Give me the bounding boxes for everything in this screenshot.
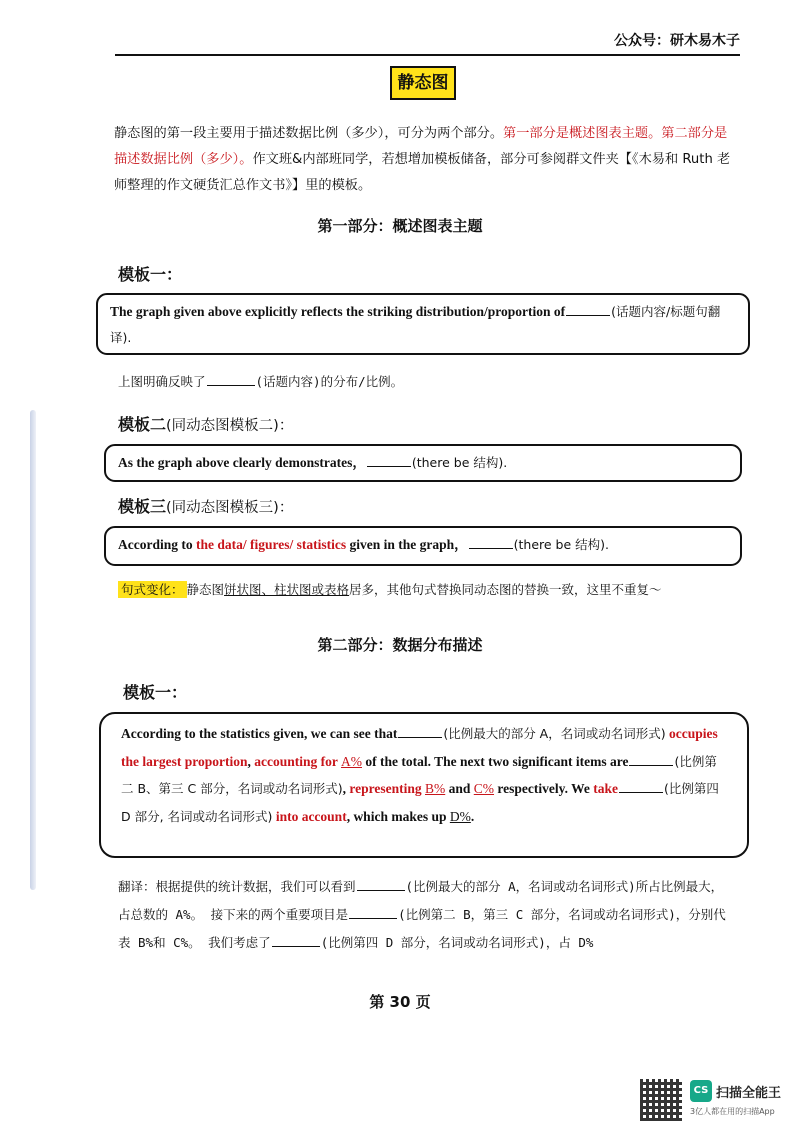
intro-paragraph: [114, 121, 734, 199]
t1-blank: [566, 301, 610, 316]
t2-label: 模板二: [118, 415, 167, 434]
p2-s3: occupies the largest proportion: [121, 726, 718, 769]
p2-blank-3: [619, 778, 663, 793]
t1-trans-b: (话题内容)的分布/比例。: [255, 374, 404, 389]
t2-text-a: As the graph above clearly demonstrates，: [118, 455, 366, 470]
p2-s10: representing: [349, 781, 422, 796]
p2-s11: B%: [424, 781, 446, 796]
t3-text-a: According to: [118, 537, 196, 552]
part1-template3-label: [118, 494, 293, 517]
variation-text-b: 居多，其他句式替换同动态图的替换一致，这里不重复～: [349, 582, 662, 597]
p2-s14: respectively. We: [494, 781, 594, 796]
t2-text-b: (there be 结构).: [411, 455, 508, 470]
p2-trans-d: (比例第四 D 部分，名词或动名词形式)，占 D%: [320, 935, 594, 950]
t1-text-b: (话题内容/标题句翻译).: [110, 304, 721, 345]
part2-template1-translation: [118, 873, 728, 957]
part1-template1-translation: [118, 368, 403, 396]
p2-s19: D%: [449, 808, 471, 824]
header-account: 公众号：研木易木子: [614, 33, 740, 49]
intro-text-red: 第一部分是概述图表主题。第二部分是描述数据比例（多少）。: [114, 126, 728, 167]
p2-s7: of the total. The next two significant items are: [362, 753, 629, 769]
t3-label: 模板三: [118, 497, 167, 516]
p2-s5: accounting for: [254, 753, 338, 769]
variation-text-a: 静态图: [186, 582, 225, 597]
variation-label: 句式变化：: [118, 581, 187, 598]
p2-trans-blank-2: [349, 904, 397, 919]
p2-trans-a: 翻译：根据提供的统计数据，我们可以看到: [118, 879, 356, 894]
t3-blank: [469, 534, 513, 549]
part1-template2-box: [104, 444, 742, 482]
p2-trans-c: (比例第二 B，第三 C 部分，名词或动名词形式)，分别代表 B%和 C%。 我们考虑了: [118, 907, 726, 950]
t3-text-b: given in the graph，: [346, 537, 468, 552]
p2-s12: and: [445, 781, 474, 796]
p2-s17: into account: [272, 808, 347, 824]
p2-s1: According to the statistics given, we can see that: [121, 726, 398, 741]
p2-s8: (比例第二 B、第三 C 部分，名词或动名词形式): [121, 753, 717, 796]
p2-s20: .: [470, 808, 475, 824]
qr-code-icon: [640, 1079, 682, 1121]
camscanner-logo-icon: CS: [690, 1080, 712, 1102]
t3-sub: (同动态图模板三)：: [166, 500, 294, 516]
p2-s2: (比例最大的部分 A，名词或动名词形式): [443, 726, 666, 741]
p2-trans-b: (比例最大的部分 A，名词或动名词形式)所占比例最大，占总数的 A%。 接下来的两个重要项目是: [118, 879, 724, 922]
page-header: [115, 30, 740, 56]
t1-trans-blank: [207, 371, 255, 386]
intro-text-2: 作文班&内部班同学，若想增加模板储备，部分可参阅群文件夹【《木易和 Ruth 老师整理的作文硬货汇总作文书》】里的模板。: [114, 152, 731, 193]
t1-trans-a: 上图明确反映了: [118, 374, 206, 389]
variation-text-underlined: 饼状图、柱状图或表格: [224, 582, 350, 597]
intro-text-1: 静态图的第一段主要用于描述数据比例（多少），可分为两个部分。: [114, 126, 504, 141]
part2-title: 第二部分：数据分布描述: [317, 636, 483, 654]
t3-text-c: (there be 结构).: [513, 537, 610, 552]
page-number: 第 30 页: [369, 993, 431, 1011]
p2-s9: ,: [342, 781, 350, 796]
part1-title: 第一部分：概述图表主题: [317, 217, 483, 235]
sentence-variation-note: [118, 580, 662, 598]
app-tagline: 3亿人都在用的扫描App: [690, 1107, 775, 1116]
part2-template1-label: 模板一：: [123, 683, 188, 702]
p2-blank-1: [398, 723, 442, 738]
part1-template3-box: [104, 526, 742, 566]
part1-template1-label: 模板一：: [118, 265, 183, 284]
p2-s13: C%: [473, 781, 495, 796]
part1-template2-label: [118, 412, 293, 435]
t2-sub: (同动态图模板二)：: [166, 418, 294, 434]
p2-s16: (比例第四 D 部分, 名词或动名词形式): [121, 781, 719, 824]
p2-trans-blank-3: [272, 932, 320, 947]
t3-text-red: the data/ figures/ statistics: [196, 537, 347, 552]
p2-trans-blank-1: [357, 876, 405, 891]
p2-s18: , which makes up: [346, 808, 450, 824]
t2-blank: [367, 452, 411, 467]
t1-text-a: The graph given above explicitly reflects the striking distribution/proportion of: [110, 304, 566, 319]
p2-s15: take: [593, 781, 618, 796]
p2-blank-2: [629, 751, 673, 766]
p2-s6: A%: [341, 753, 362, 769]
part1-template1-box: [96, 293, 750, 355]
part2-template1-box: [99, 712, 749, 858]
p2-s4: ,: [247, 753, 255, 769]
page-title: 静态图: [390, 66, 456, 100]
app-name: 扫描全能王: [716, 1086, 782, 1101]
